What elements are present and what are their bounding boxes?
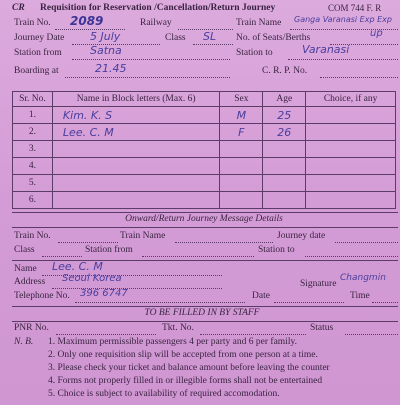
row-sex: M xyxy=(220,107,263,124)
row-name xyxy=(52,158,219,175)
row-age xyxy=(263,192,306,209)
table-row xyxy=(13,175,396,192)
row-choice xyxy=(306,141,396,158)
train-no-value: 2089 xyxy=(70,14,104,28)
row-age xyxy=(263,141,306,158)
row-choice xyxy=(306,175,396,192)
onward-train-no-label: Train No. xyxy=(14,231,51,241)
form-code: CR xyxy=(12,3,25,13)
table-row xyxy=(13,141,396,158)
note-item: 5. Choice is subject to availability of required accomodation. xyxy=(48,389,280,399)
header-age: Age xyxy=(263,92,306,107)
row-sr: 3. xyxy=(13,141,53,158)
date-label: Date xyxy=(252,291,270,301)
seats-label: No. of Seats/Berths xyxy=(236,33,311,43)
note-item: 2. Only one requisition slip will be accepted from one person at a time. xyxy=(48,350,318,360)
nb-label: N. B. xyxy=(14,337,34,347)
passenger-table-header xyxy=(13,92,396,107)
row-sr: 5. xyxy=(13,175,53,192)
row-name: Lee. C. M xyxy=(52,124,219,141)
name-label: Name xyxy=(14,264,37,274)
journey-date-label: Journey Date xyxy=(14,33,65,43)
train-name-value: Ganga Varanasi Exp Exp xyxy=(294,15,392,24)
station-to-label: Station to xyxy=(236,48,273,58)
class-value: SL xyxy=(203,30,217,43)
row-sr: 2. xyxy=(13,124,53,141)
header-name: Name in Block letters (Max. 6) xyxy=(52,92,219,107)
seats-value: up xyxy=(370,28,383,39)
header-choice: Choice, if any xyxy=(306,92,396,107)
onward-title: Onward/Return Journey Message Details xyxy=(125,214,283,224)
onward-station-to-label: Station to xyxy=(258,245,295,255)
row-choice xyxy=(306,107,396,124)
address-label: Address xyxy=(14,277,46,287)
header-sr-no: Sr. No. xyxy=(13,92,53,107)
row-age xyxy=(263,175,306,192)
telephone-value: 396 6747 xyxy=(80,288,128,299)
note-item: 3. Please check your ticket and balance amount before leaving the counter xyxy=(48,363,330,373)
row-age: 26 xyxy=(263,124,306,141)
signature-value: Changmin xyxy=(340,273,386,283)
time-label: Time xyxy=(350,291,370,301)
row-sex xyxy=(220,175,263,192)
table-row xyxy=(13,158,396,175)
form-number: COM 744 F. R xyxy=(328,3,382,13)
station-from-label: Station from xyxy=(14,48,62,58)
row-sex xyxy=(220,141,263,158)
note-item: 4. Forms not properly filled in or illegible forms shall not be entertained xyxy=(48,376,323,386)
row-age xyxy=(263,158,306,175)
onward-class-label: Class xyxy=(14,245,35,255)
row-sr: 1. xyxy=(13,107,53,124)
status-label: Status xyxy=(310,323,334,333)
table-row xyxy=(13,124,396,141)
header-sex: Sex xyxy=(220,92,263,107)
train-no-label: Train No. xyxy=(14,18,51,28)
table-row xyxy=(13,107,396,124)
row-choice xyxy=(306,124,396,141)
station-from-value: Satna xyxy=(90,44,122,57)
class-label: Class xyxy=(165,33,186,43)
row-choice xyxy=(306,192,396,209)
railway-label: Railway xyxy=(140,18,172,28)
row-name xyxy=(52,175,219,192)
onward-train-name-label: Train Name xyxy=(120,231,166,241)
row-choice xyxy=(306,158,396,175)
journey-date-value: 5 July xyxy=(90,30,121,43)
staff-title: TO BE FILLED IN BY STAFF xyxy=(144,308,260,318)
name-value: Lee. C. M xyxy=(52,260,103,273)
train-name-label: Train Name xyxy=(236,18,282,28)
signature-label: Signature xyxy=(300,279,337,289)
row-age: 25 xyxy=(263,107,306,124)
boarding-label: Boarding at xyxy=(14,66,59,76)
pnr-label: PNR No. xyxy=(14,323,49,333)
row-name: Kim. K. S xyxy=(52,107,219,124)
row-sex xyxy=(220,192,263,209)
row-sex: F xyxy=(220,124,263,141)
note-item: 1. Maximum permissible passengers 4 per party and 6 per family. xyxy=(48,337,297,347)
row-sex xyxy=(220,158,263,175)
crp-label: C. R. P. No. xyxy=(262,66,308,76)
table-row xyxy=(13,192,396,209)
row-sr: 6. xyxy=(13,192,53,209)
row-name xyxy=(52,192,219,209)
row-name xyxy=(52,141,219,158)
onward-journey-date-label: Journey date xyxy=(277,231,326,241)
boarding-value: 21.45 xyxy=(95,62,127,75)
telephone-label: Telephone No. xyxy=(14,291,70,301)
onward-station-from-label: Station from xyxy=(85,245,133,255)
row-sr: 4. xyxy=(13,158,53,175)
form-title: Requisition for Reservation /Cancellation/Return Journey xyxy=(40,3,276,13)
tkt-label: Tkt. No. xyxy=(162,323,194,333)
passenger-table xyxy=(12,91,396,209)
station-to-value: Varanasi xyxy=(302,43,350,56)
address-value: Seoul Korea xyxy=(62,273,122,284)
